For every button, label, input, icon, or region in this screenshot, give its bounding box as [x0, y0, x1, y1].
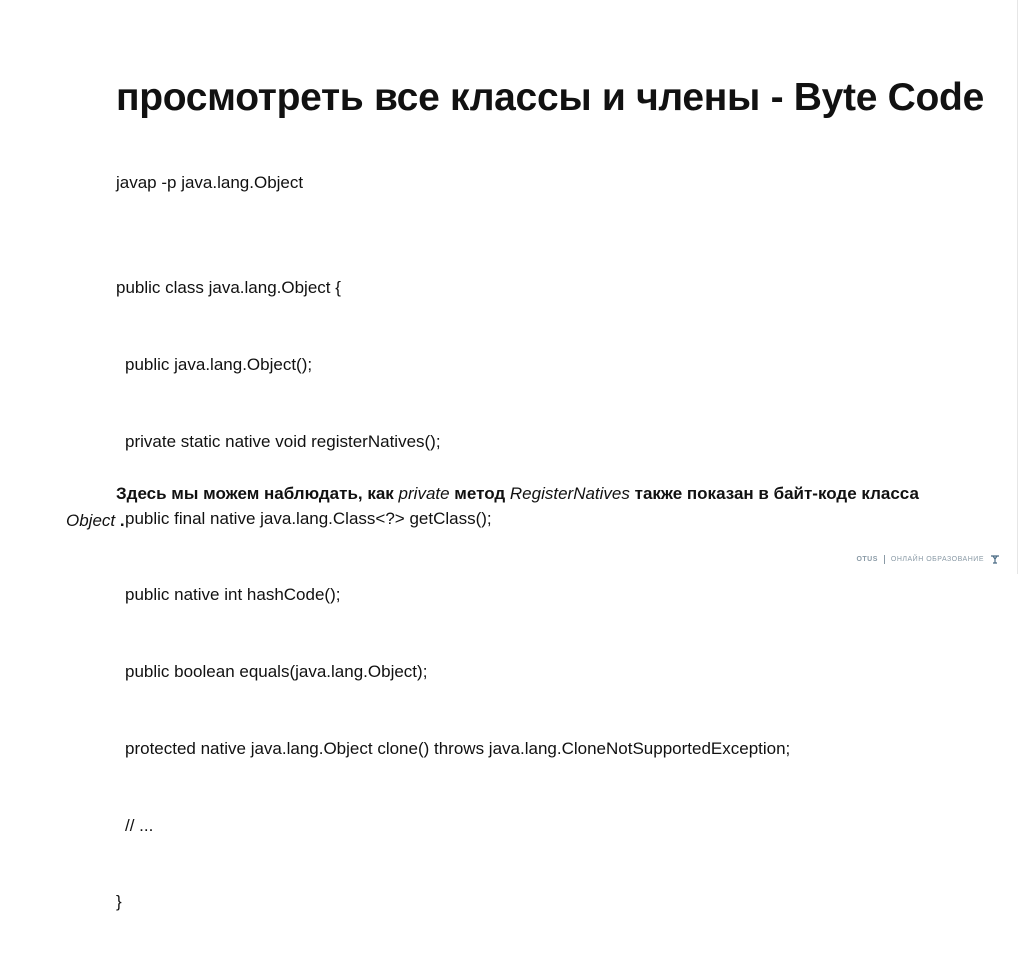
edge-divider	[1017, 0, 1018, 574]
note-emphasis: RegisterNatives	[509, 484, 630, 503]
code-line: public final native java.lang.Class<?> getClass();	[125, 508, 492, 528]
note-text: .	[115, 511, 125, 530]
note-text: Здесь мы можем наблюдать, как	[116, 484, 399, 503]
footer-branding	[856, 554, 1000, 564]
code-line: public class java.lang.Object {	[116, 278, 341, 298]
otus-logo-icon	[990, 554, 1000, 564]
code-block	[116, 224, 790, 966]
brand-tagline: ОНЛАЙН ОБРАЗОВАНИЕ	[890, 555, 984, 563]
code-line: // ...	[125, 815, 154, 835]
note-emphasis: private	[398, 484, 450, 503]
code-line: public boolean equals(java.lang.Object);	[125, 662, 428, 682]
explanation-paragraph	[66, 480, 946, 534]
code-line: public java.lang.Object();	[125, 354, 313, 374]
code-line: protected native java.lang.Object clone() throws java.lang.CloneNotSupportedException;	[125, 738, 791, 758]
slide-title: просмотреть все классы и члены - Byte Code	[116, 76, 984, 120]
code-line: }	[116, 892, 122, 912]
footer-divider	[884, 555, 885, 564]
brand-name: OTUS	[856, 555, 878, 563]
note-text: также показан в байт-коде класса	[629, 484, 919, 503]
note-text: метод	[449, 484, 510, 503]
note-emphasis: Object	[66, 511, 116, 530]
code-line: public native int hashCode();	[125, 585, 341, 605]
javap-command: javap -p java.lang.Object	[116, 173, 304, 192]
code-line: private static native void registerNatives();	[125, 431, 441, 451]
